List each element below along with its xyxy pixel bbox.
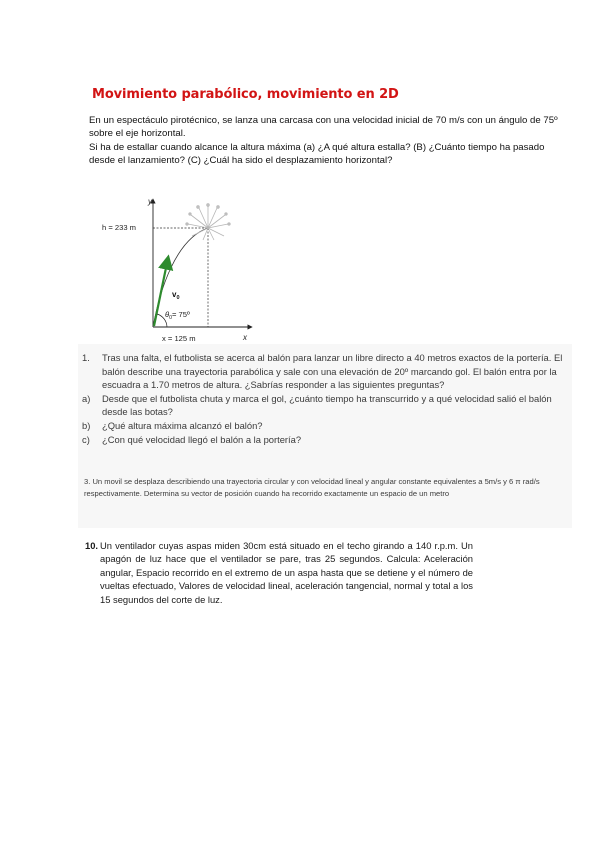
intro-paragraph-2: Si ha de estallar cuando alcance la altura máxima (a) ¿A qué altura estalla? (B) ¿Cuánto tiempo ha pasado desde el lanzamiento? (C) ¿Cuál ha sido el desplazamiento horizontal? bbox=[89, 141, 545, 167]
distance-label: x = 125 m bbox=[162, 334, 196, 343]
height-label: h = 233 m bbox=[102, 223, 136, 232]
question-10 bbox=[85, 539, 473, 606]
question-1-item-label: b) bbox=[82, 419, 91, 431]
question-1-item-text: ¿Qué altura máxima alcanzó el balón? bbox=[102, 419, 263, 431]
question-1-item-text: ¿Con qué velocidad llegó el balón a la portería? bbox=[102, 433, 302, 445]
question-1-number: 1. bbox=[82, 352, 90, 363]
question-1-item-label: a) bbox=[82, 392, 91, 404]
x-axis-label: x bbox=[243, 333, 247, 342]
question-1-item-text: Desde que el futbolista chuta y marca el gol, ¿cuánto tiempo ha transcurrido y a qué velocidad salió el balón desde las botas? bbox=[102, 392, 552, 418]
question-10-text: Un ventilador cuyas aspas miden 30cm está situado en el techo girando a 140 r.p.m. Un apagón de luz hace que el ventilador se pare, tras 25 segundos. Calcula: Aceleración angular, Espacio recorrido en el extremo de un aspa hasta que se detiene y el número de vueltas efectuado, Valores de velocidad lineal, aceleración tangencial, normal y total a los 15 segundos del corte de luz. bbox=[100, 540, 473, 605]
intro-problem bbox=[89, 114, 559, 168]
question-1-item-label: c) bbox=[82, 433, 90, 445]
question-3: 3. Un movil se desplaza describiendo una trayectoria circular y con velocidad lineal y angular constante equivalentes a 5m/s y 6 π rad/s respectivamente. Determina su vector de posición cuando ha recorrido exactamente un espacio de un metro bbox=[84, 477, 540, 498]
y-axis-label: y bbox=[148, 197, 152, 206]
page-title: Movimiento parabólico, movimiento en 2D bbox=[92, 87, 399, 102]
question-1-item bbox=[82, 392, 570, 419]
question-1-text: Tras una falta, el futbolista se acerca al balón para lanzar un libre directo a 40 metros exactos de la portería. El balón describe una trayectoria parabólica y sale con una elevación de 20º marcando gol. El balón entra por la escuadra a 1.70 metros de altura. ¿Sabrías responder a las siguientes preguntas? bbox=[102, 352, 563, 391]
question-1-item bbox=[82, 433, 570, 447]
question-1-item bbox=[82, 419, 570, 433]
firework-burst-icon bbox=[186, 204, 230, 240]
question-1 bbox=[82, 351, 570, 446]
intro-paragraph-1: En un espectáculo pirotécnico, se lanza una carcasa con una velocidad inicial de 70 m/s con un ángulo de 75º sobre el eje horizontal. bbox=[89, 115, 558, 140]
question-10-number: 10. bbox=[85, 540, 99, 551]
projectile-diagram bbox=[100, 193, 260, 345]
angle-label: $\theta_0=$ 75º bbox=[165, 310, 190, 321]
velocity-label: $v_0$ bbox=[172, 290, 180, 301]
